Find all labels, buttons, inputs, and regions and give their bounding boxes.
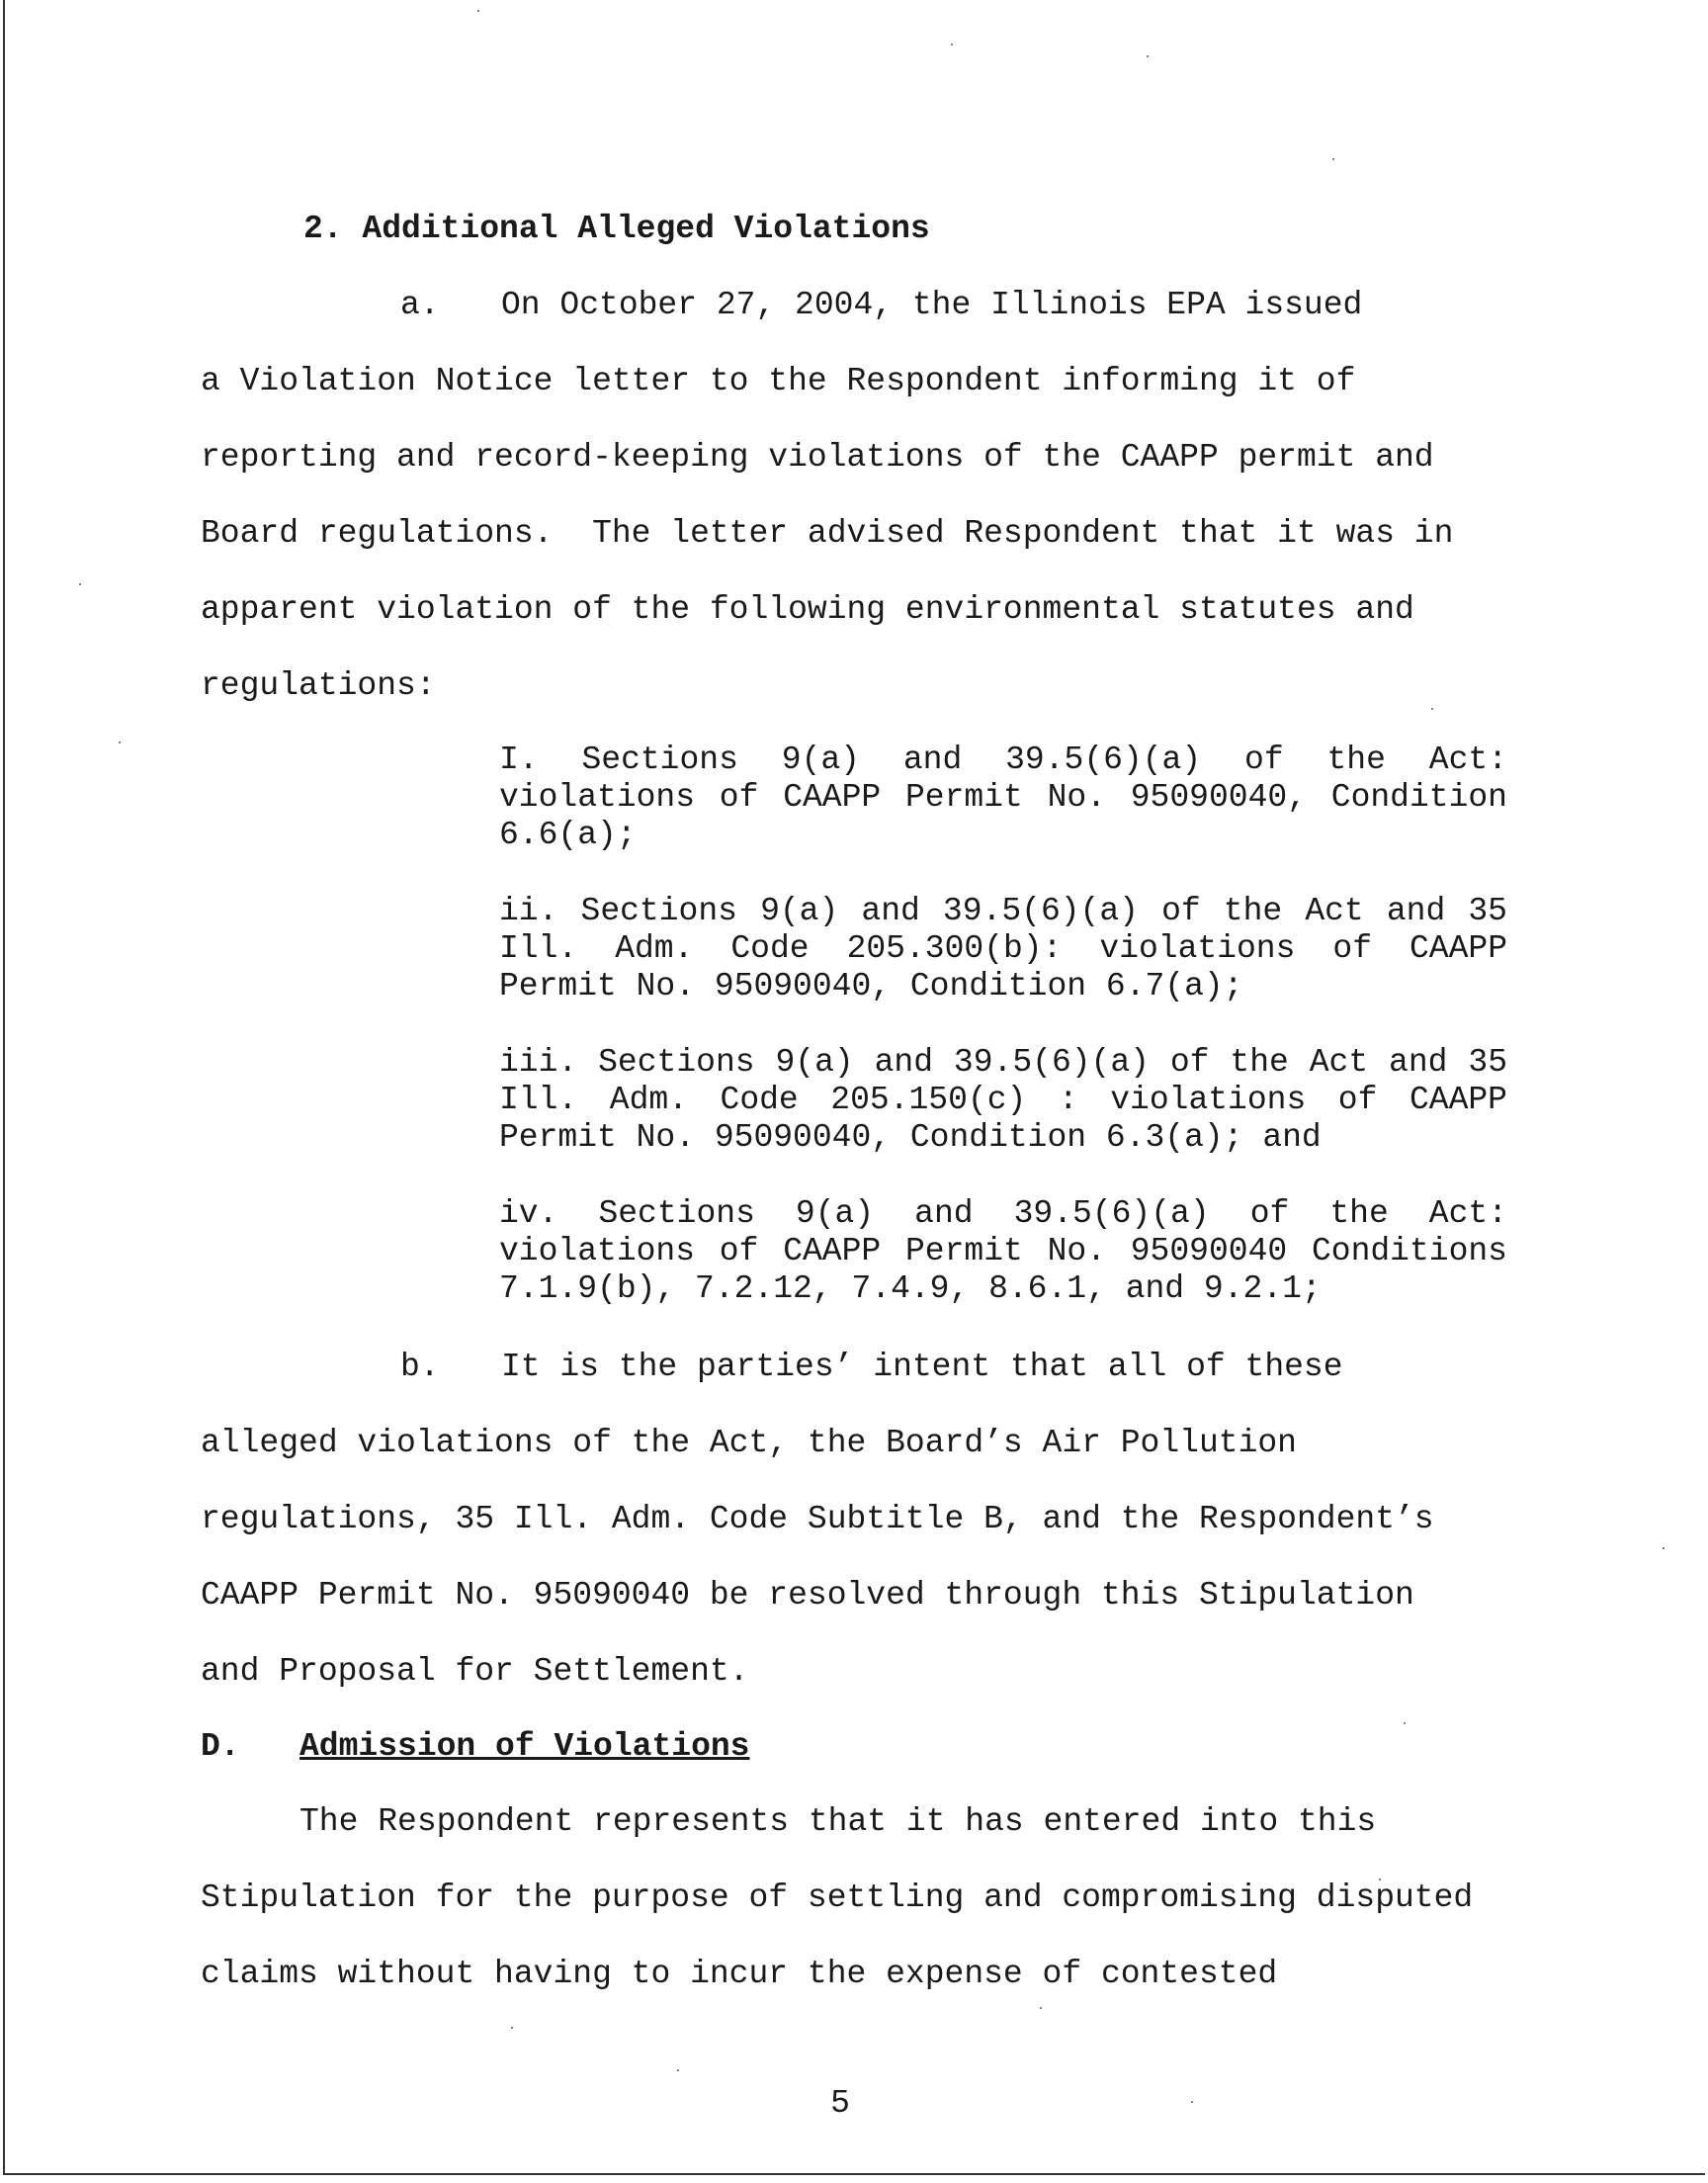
violation-item-ii: ii. Sections 9(a) and 39.5(6)(a) of the Act and 35 Ill. Adm. Code 205.300(b): violations of CAAPP Permit No. 95090040, Condition 6.7(a);: [499, 893, 1507, 1004]
para-b-line: and Proposal for Settlement.: [201, 1653, 749, 1690]
para-b-label: b.: [400, 1349, 440, 1385]
scan-speck: [477, 10, 479, 12]
scan-speck: [1431, 708, 1433, 710]
scan-left-edge: [3, 0, 5, 2175]
violation-item-i: I. Sections 9(a) and 39.5(6)(a) of the Act: violations of CAAPP Permit No. 95090040, Condition 6.6(a);: [499, 742, 1507, 853]
para-a-line: apparent violation of the following environmental statutes and: [201, 591, 1414, 628]
para-a-line: Board regulations. The letter advised Respondent that it was in: [201, 515, 1454, 552]
section-d-label: D.: [201, 1728, 240, 1765]
para-d-line: The Respondent represents that it has entered into this: [299, 1803, 1377, 1840]
scan-speck: [1040, 2007, 1042, 2009]
para-a-label: a.: [400, 287, 440, 323]
scan-speck: [1147, 55, 1149, 57]
para-a-line: a Violation Notice letter to the Respondent informing it of: [201, 363, 1356, 399]
para-b-line: regulations, 35 Ill. Adm. Code Subtitle B, and the Respondent’s: [201, 1501, 1434, 1537]
violation-item-iii: iii. Sections 9(a) and 39.5(6)(a) of the Act and 35 Ill. Adm. Code 205.150(c) : violations of CAAPP Permit No. 95090040, Condition 6.3(a); and: [499, 1044, 1507, 1156]
para-d-line: claims without having to incur the expense of contested: [201, 1956, 1278, 1992]
para-a-line: regulations:: [201, 667, 436, 704]
violation-item-iv: iv. Sections 9(a) and 39.5(6)(a) of the Act: violations of CAAPP Permit No. 95090040 Conditions 7.1.9(b), 7.2.12, 7.4.9, 8.6.1, and 9.2.1;: [499, 1195, 1507, 1307]
section-heading: 2. Additional Alleged Violations: [303, 211, 930, 247]
para-a-line: On October 27, 2004, the Illinois EPA issued: [501, 287, 1363, 323]
page-number: 5: [830, 2085, 850, 2122]
scan-speck: [677, 2069, 679, 2071]
scan-speck: [119, 742, 121, 743]
para-b-line: CAAPP Permit No. 95090040 be resolved through this Stipulation: [201, 1577, 1414, 1614]
section-d-title: Admission of Violations: [299, 1728, 750, 1765]
scan-speck: [951, 44, 953, 45]
para-b-line: alleged violations of the Act, the Board’s Air Pollution: [201, 1425, 1297, 1461]
scan-speck: [511, 2027, 513, 2029]
scan-speck: [79, 583, 81, 585]
para-a-line: reporting and record-keeping violations of the CAAPP permit and: [201, 439, 1434, 476]
scan-speck: [1663, 1547, 1665, 1549]
scan-speck: [1404, 1722, 1406, 1724]
para-b-line: It is the parties’ intent that all of these: [501, 1349, 1343, 1385]
scan-speck: [1191, 2101, 1193, 2103]
para-d-line: Stipulation for the purpose of settling and compromising disputed: [201, 1879, 1474, 1916]
scan-bottom-edge: [3, 2173, 1705, 2175]
scan-speck: [1332, 158, 1334, 160]
